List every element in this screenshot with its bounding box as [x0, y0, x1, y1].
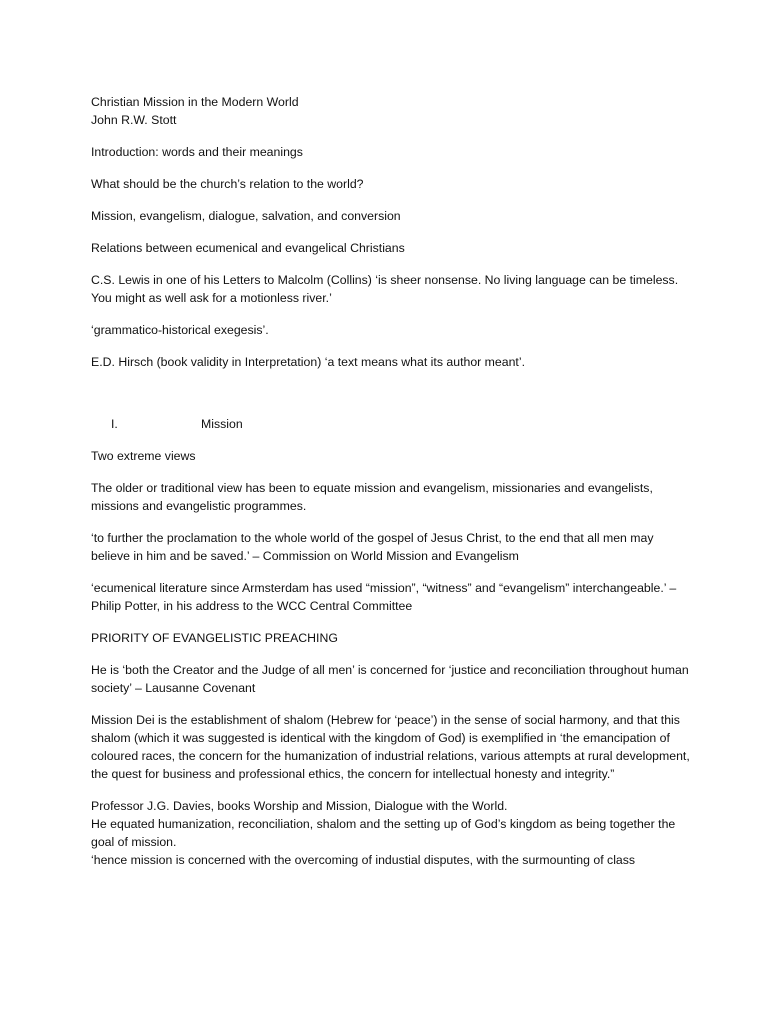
- document-heading: [91, 93, 691, 129]
- paragraph: ‘grammatico-historical exegesis’.: [91, 323, 269, 337]
- document-title: Christian Mission in the Modern World: [91, 95, 299, 109]
- paragraph-line: Professor J.G. Davies, books Worship and Mission, Dialogue with the World.: [91, 799, 508, 813]
- paragraph-line: ‘hence mission is concerned with the overcoming of industial disputes, with the surmounting of class: [91, 853, 636, 867]
- davies-block: [91, 797, 691, 869]
- paragraph: Two extreme views: [91, 449, 196, 463]
- document-author: John R.W. Stott: [91, 113, 177, 127]
- paragraph-line: He equated humanization, reconciliation, shalom and the setting up of God’s kingdom as being together the goal of mission.: [91, 817, 676, 849]
- paragraph: E.D. Hirsch (book validity in Interpretation) ‘a text means what its author meant’.: [91, 355, 525, 369]
- paragraph: Mission, evangelism, dialogue, salvation, and conversion: [91, 209, 401, 223]
- paragraph: ‘ecumenical literature since Armsterdam has used “mission”, “witness” and “evangelism” interchangeable.’ – Philip Potter, in his address to the WCC Central Committee: [91, 581, 677, 613]
- section-heading: [91, 415, 691, 433]
- paragraph: Relations between ecumenical and evangelical Christians: [91, 241, 405, 255]
- section-label: Mission: [201, 417, 243, 431]
- paragraph: The older or traditional view has been to equate mission and evangelism, missionaries and evangelists, missions and evangelistic programmes.: [91, 481, 653, 513]
- section-number: I.: [111, 417, 118, 431]
- paragraph: What should be the church’s relation to the world?: [91, 177, 364, 191]
- paragraph: PRIORITY OF EVANGELISTIC PREACHING: [91, 631, 338, 645]
- paragraph: He is ‘both the Creator and the Judge of all men’ is concerned for ‘justice and reconciliation throughout human society’ – Lausanne Covenant: [91, 663, 689, 695]
- paragraph: ‘to further the proclamation to the whole world of the gospel of Jesus Christ, to the end that all men may believe in him and be saved.’ – Commission on World Mission and Evangelism: [91, 531, 654, 563]
- paragraph: Introduction: words and their meanings: [91, 145, 303, 159]
- paragraph: C.S. Lewis in one of his Letters to Malcolm (Collins) ‘is sheer nonsense. No living language can be timeless. You might as well ask for a motionless river.’: [91, 273, 679, 305]
- paragraph: Mission Dei is the establishment of shalom (Hebrew for ‘peace’) in the sense of social harmony, and that this shalom (which it was suggested is identical with the kingdom of God) is exemplified in ‘the emancipation of coloured races, the concern for the humanization of industrial relations, various attempts at rural development, the quest for business and professional ethics, the concern for intellectual honesty and integrity.”: [91, 713, 690, 781]
- document-page: [91, 93, 691, 869]
